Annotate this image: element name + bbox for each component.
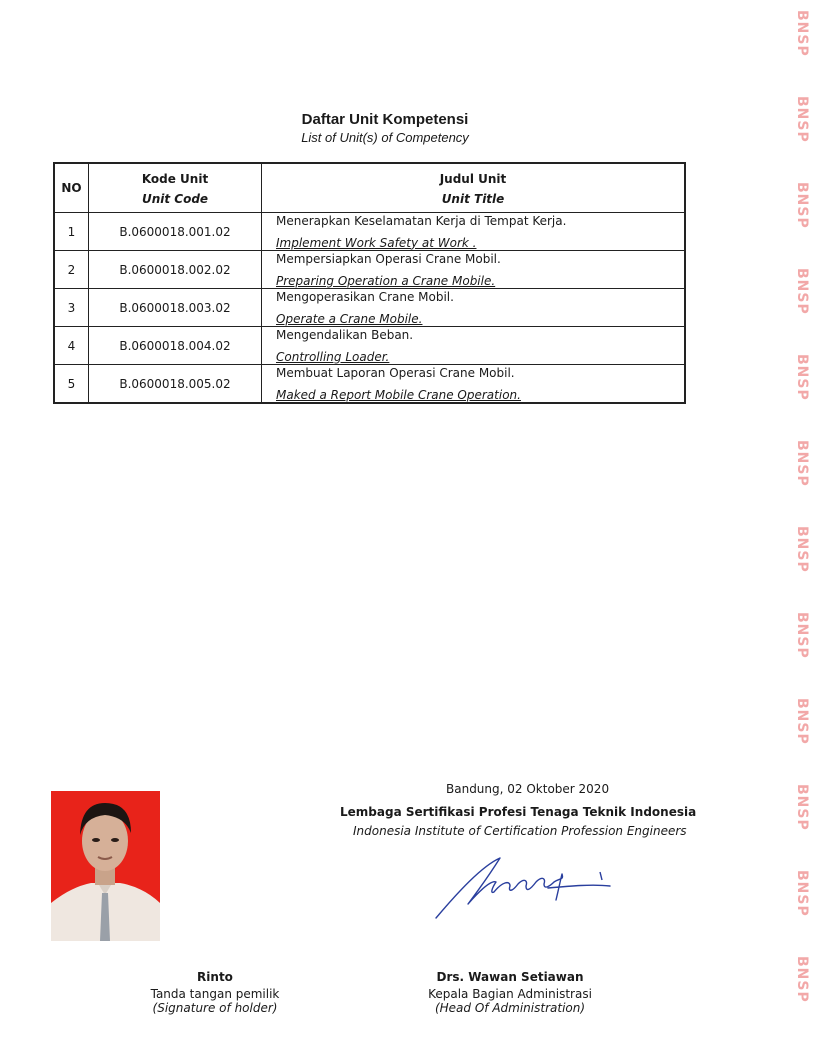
admin-role-en: (Head Of Administration) — [434, 1001, 586, 1015]
table-row — [54, 365, 685, 404]
watermark-text: BNSP — [794, 784, 810, 831]
holder-signature-block — [140, 970, 290, 1015]
holder-role-en: (Signature of holder) — [152, 1001, 278, 1015]
watermark-text: BNSP — [794, 956, 810, 1003]
header-unit-code-id: Kode Unit — [141, 171, 209, 186]
row-unit-title — [262, 251, 686, 289]
table-row — [54, 289, 685, 327]
admin-signature-block — [405, 970, 615, 1015]
table-header-row — [54, 163, 685, 213]
watermark-text: BNSP — [794, 268, 810, 315]
watermark-text: BNSP — [794, 182, 810, 229]
holder-name: Rinto — [197, 970, 233, 984]
header-unit-title — [262, 163, 686, 213]
holder-photo — [51, 791, 160, 941]
unit-title-en: Operate a Crane Mobile. — [276, 311, 423, 326]
header-unit-title-en: Unit Title — [441, 191, 505, 206]
admin-role: Kepala Bagian Administrasi — [428, 987, 592, 1001]
unit-title-en: Preparing Operation a Crane Mobile. — [276, 273, 496, 288]
row-number: 1 — [54, 213, 89, 251]
header-unit-code-en: Unit Code — [141, 191, 209, 206]
portrait-image — [51, 791, 160, 941]
watermark-text: BNSP — [794, 440, 810, 487]
row-unit-code: B.0600018.001.02 — [89, 213, 262, 251]
row-unit-code: B.0600018.002.02 — [89, 251, 262, 289]
watermark-text: BNSP — [794, 10, 810, 57]
unit-title-id: Mempersiapkan Operasi Crane Mobil. — [276, 251, 501, 266]
page-subtitle: List of Unit(s) of Competency — [301, 130, 469, 145]
row-unit-code: B.0600018.005.02 — [89, 365, 262, 404]
row-number: 4 — [54, 327, 89, 365]
watermark-text: BNSP — [794, 96, 810, 143]
header-no: NO — [54, 163, 89, 213]
watermark-text: BNSP — [794, 526, 810, 573]
table-row — [54, 327, 685, 365]
row-unit-code: B.0600018.004.02 — [89, 327, 262, 365]
table-row — [54, 213, 685, 251]
unit-competency-table — [53, 162, 686, 404]
admin-name: Drs. Wawan Setiawan — [436, 970, 584, 984]
document-heading — [0, 111, 770, 145]
bnsp-watermark-strip — [776, 0, 816, 1056]
unit-title-id: Mengendalikan Beban. — [276, 327, 414, 342]
institution-name-en: Indonesia Institute of Certification Profession Engineers — [353, 824, 687, 838]
watermark-text: BNSP — [794, 354, 810, 401]
place-date: Bandung, 02 Oktober 2020 — [446, 782, 610, 796]
holder-role: Tanda tangan pemilik — [150, 987, 280, 1001]
admin-signature — [430, 852, 620, 924]
unit-title-id: Membuat Laporan Operasi Crane Mobil. — [276, 365, 515, 380]
row-number: 5 — [54, 365, 89, 404]
header-unit-title-id: Judul Unit — [439, 171, 507, 186]
row-unit-title — [262, 213, 686, 251]
page-title: Daftar Unit Kompetensi — [301, 111, 469, 128]
watermark-text: BNSP — [794, 870, 810, 917]
unit-title-en: Controlling Loader. — [276, 349, 390, 364]
row-unit-title — [262, 327, 686, 365]
unit-title-id: Mengoperasikan Crane Mobil. — [276, 289, 454, 304]
row-number: 3 — [54, 289, 89, 327]
row-number: 2 — [54, 251, 89, 289]
unit-title-id: Menerapkan Keselamatan Kerja di Tempat Kerja. — [276, 213, 567, 228]
watermark-text: BNSP — [794, 612, 810, 659]
header-unit-code — [89, 163, 262, 213]
row-unit-code: B.0600018.003.02 — [89, 289, 262, 327]
row-unit-title — [262, 289, 686, 327]
unit-title-en: Maked a Report Mobile Crane Operation. — [276, 387, 521, 402]
table-row — [54, 251, 685, 289]
institution-name: Lembaga Sertifikasi Profesi Tenaga Teknik Indonesia — [340, 805, 697, 819]
watermark-text: BNSP — [794, 698, 810, 745]
unit-title-en: Implement Work Safety at Work . — [276, 235, 477, 250]
row-unit-title — [262, 365, 686, 404]
